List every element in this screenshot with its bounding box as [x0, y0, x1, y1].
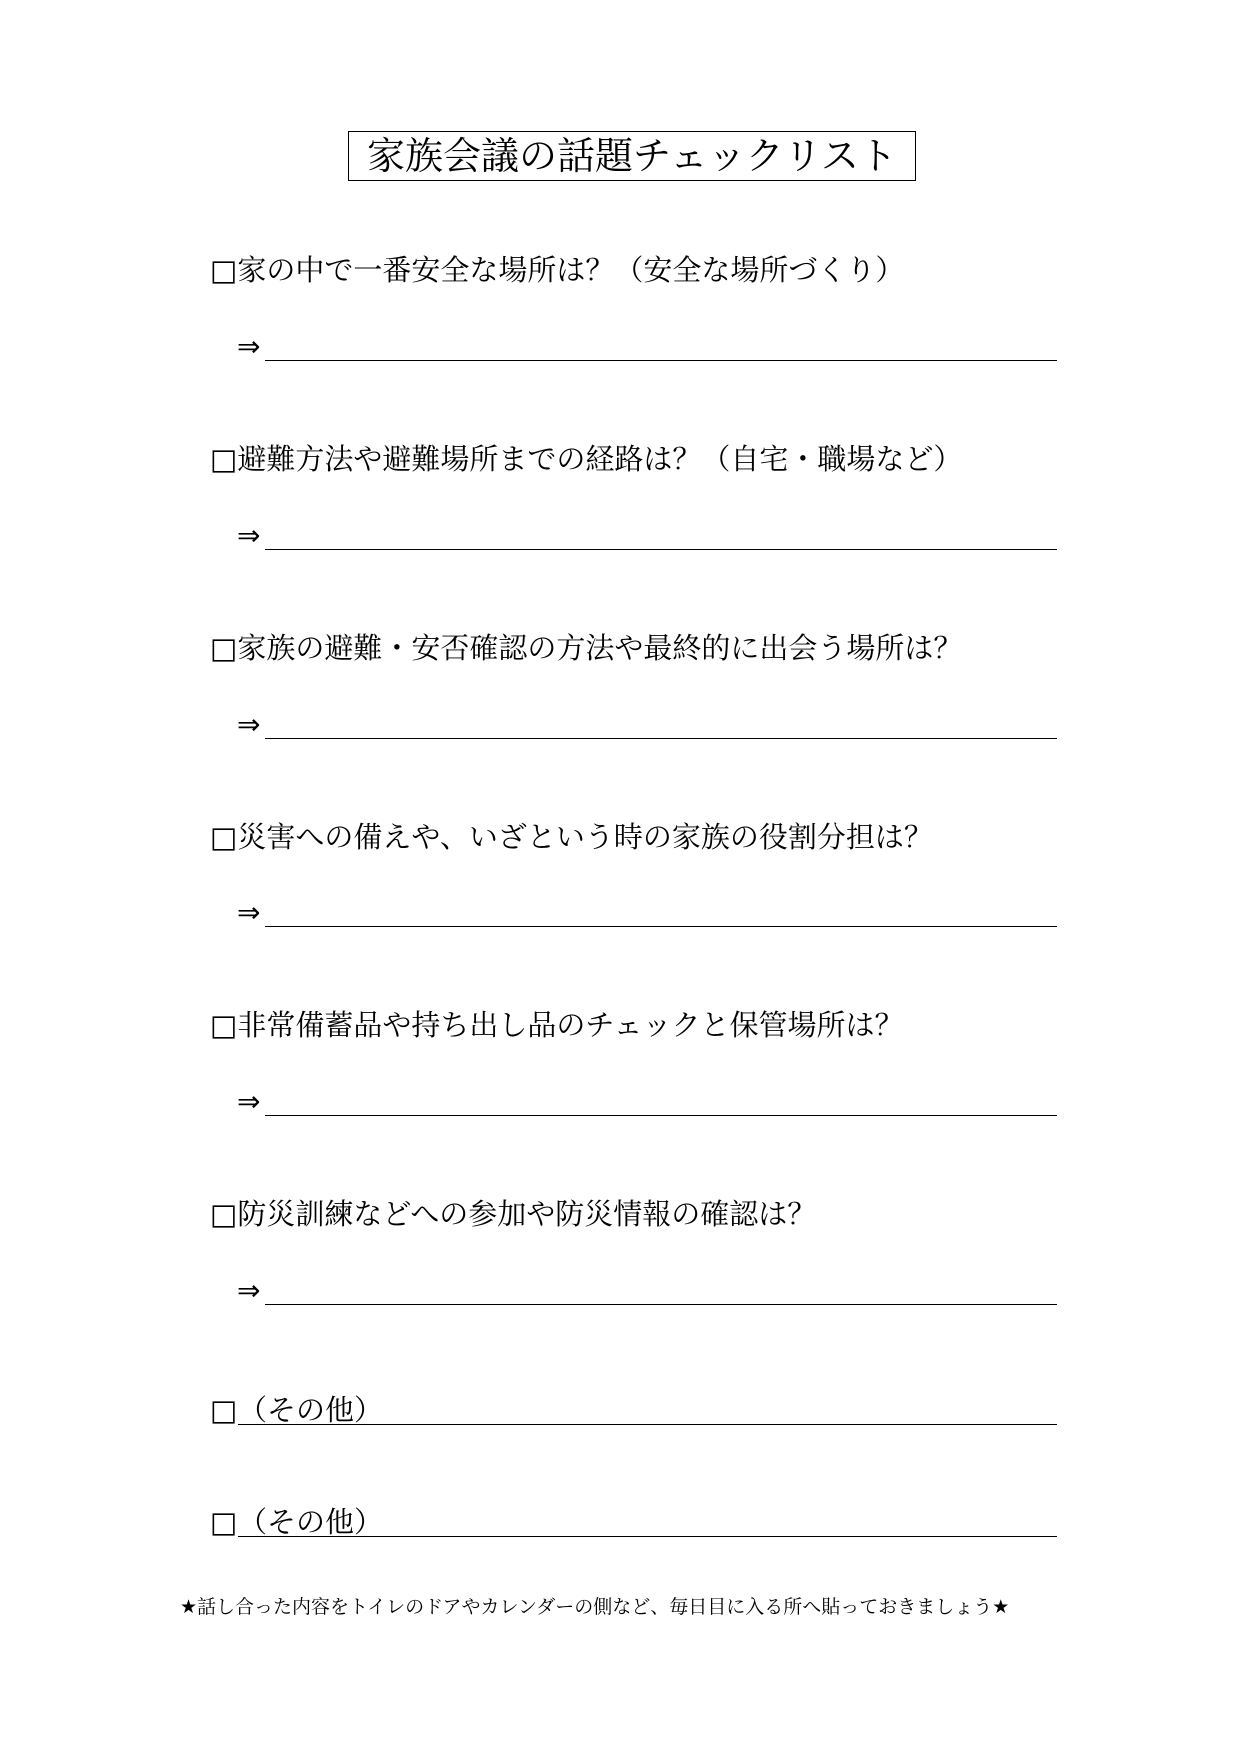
arrow-icon: ⇒	[237, 1274, 261, 1307]
other-row-2	[210, 1503, 1057, 1537]
answer-line-safe-place[interactable]	[265, 360, 1057, 361]
arrow-icon: ⇒	[237, 519, 261, 552]
arrow-icon: ⇒	[237, 708, 261, 741]
other-label: （その他）	[238, 1505, 384, 1539]
answer-line-safety-confirmation[interactable]	[265, 738, 1057, 739]
answer-row-emergency-supplies	[237, 1082, 1057, 1116]
footer-note: ★話し合った内容をトイレのドアやカレンダーの側など、毎日目に入る所へ貼っておきましょう★	[180, 1596, 1010, 1618]
answer-row-safety-confirmation	[237, 705, 1057, 739]
checkbox-icon[interactable]: □	[210, 1393, 238, 1427]
question-safe-place: □家の中で一番安全な場所は？（安全な場所づくり）	[210, 253, 905, 287]
answer-line-drills-info[interactable]	[265, 1304, 1057, 1305]
other-label: （その他）	[238, 1393, 384, 1427]
arrow-icon: ⇒	[237, 896, 261, 929]
question-emergency-supplies: □非常備蓄品や持ち出し品のチェックと保管場所は？	[210, 1008, 904, 1042]
answer-row-role-sharing	[237, 893, 1057, 927]
checkbox-icon[interactable]: □	[210, 1505, 238, 1539]
question-evacuation-route: □避難方法や避難場所までの経路は？（自宅・職場など）	[210, 442, 963, 476]
question-safety-confirmation: □家族の避難・安否確認の方法や最終的に出会う場所は？	[210, 631, 963, 665]
other-line-1[interactable]	[238, 1424, 1057, 1425]
page-title-text: 家族会議の話題チェックリスト	[366, 134, 898, 178]
answer-row-safe-place	[237, 327, 1057, 361]
other-row-1	[210, 1391, 1057, 1425]
answer-row-drills-info	[237, 1271, 1057, 1305]
page-title	[348, 131, 916, 181]
question-role-sharing: □災害への備えや、いざという時の家族の役割分担は？	[210, 820, 933, 854]
answer-line-evacuation-route[interactable]	[265, 549, 1057, 550]
question-drills-info: □防災訓練などへの参加や防災情報の確認は？	[210, 1197, 817, 1231]
arrow-icon: ⇒	[237, 330, 261, 363]
answer-line-role-sharing[interactable]	[265, 926, 1057, 927]
answer-line-emergency-supplies[interactable]	[265, 1115, 1057, 1116]
answer-row-evacuation-route	[237, 516, 1057, 550]
arrow-icon: ⇒	[237, 1085, 261, 1118]
other-line-2[interactable]	[238, 1536, 1057, 1537]
